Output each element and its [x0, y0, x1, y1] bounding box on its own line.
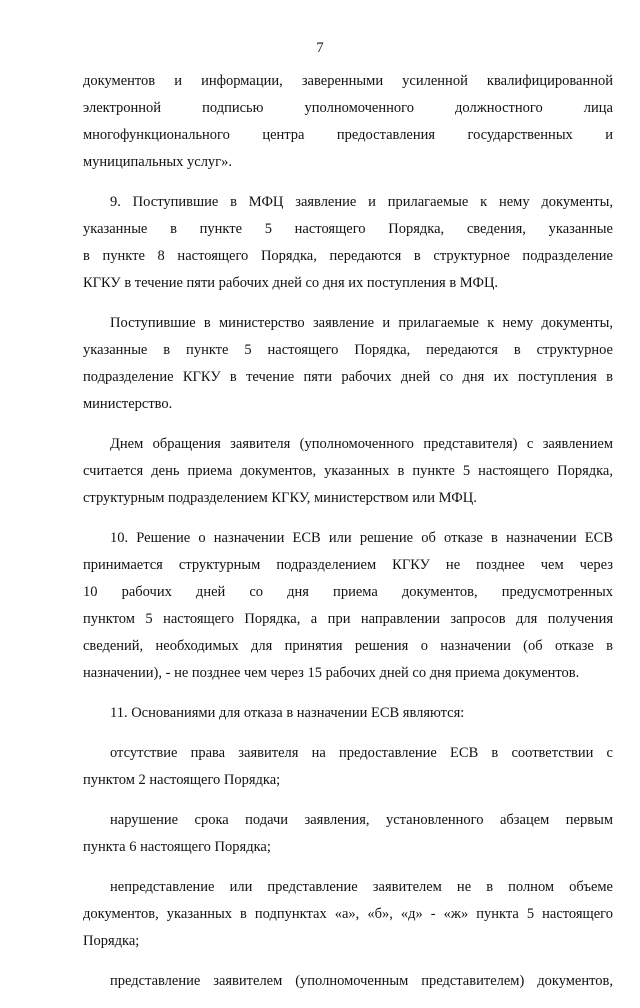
paragraph: [83, 807, 613, 861]
paragraph: [83, 189, 613, 297]
text-line: Порядка;: [83, 933, 140, 949]
text-line: указанные в пункте 5 настоящего Порядка, сведения, указанные: [83, 221, 613, 237]
text-line: документов и информации, заверенными усиленной квалифицированной: [83, 73, 613, 89]
text-line: министерство.: [83, 396, 173, 412]
paragraph: [83, 525, 613, 687]
text-line: нарушение срока подачи заявления, установленного абзацем первым: [110, 812, 613, 828]
text-line: 10. Решение о назначении ЕСВ или решение об отказе в назначении ЕСВ: [110, 530, 613, 546]
text-line: подразделение КГКУ в течение пяти рабочих дней со дня их поступления в: [83, 369, 613, 385]
text-line: 11. Основаниями для отказа в назначении ЕСВ являются:: [110, 705, 465, 721]
paragraph: [83, 310, 613, 418]
text-line: пунктом 2 настоящего Порядка;: [83, 772, 281, 788]
paragraph: [83, 700, 613, 727]
page-number: 7: [316, 40, 324, 56]
text-line: считается день приема документов, указанных в пункте 5 настоящего Порядка,: [83, 463, 613, 479]
text-line: пунктом 5 настоящего Порядка, а при направлении запросов для получения: [83, 611, 613, 627]
text-line: документов, указанных в подпунктах «а», «б», «д» - «ж» пункта 5 настоящего: [83, 906, 613, 922]
paragraph: [83, 431, 613, 512]
text-line: муниципальных услуг».: [83, 154, 233, 170]
text-line: сведений, необходимых для принятия решения о назначении (об отказе в: [83, 638, 613, 654]
text-line: 9. Поступившие в МФЦ заявление и прилагаемые к нему документы,: [110, 194, 613, 210]
paragraph: [83, 740, 613, 794]
text-line: электронной подписью уполномоченного должностного лица: [83, 100, 613, 116]
text-line: отсутствие права заявителя на предоставление ЕСВ в соответствии с: [110, 745, 613, 761]
text-line: Днем обращения заявителя (уполномоченного представителя) с заявлением: [110, 436, 613, 452]
text-line: непредставление или представление заявителем не в полном объеме: [110, 879, 613, 895]
paragraph: [83, 68, 613, 176]
text-line: Поступившие в министерство заявление и прилагаемые к нему документы,: [110, 315, 613, 331]
text-line: многофункционального центра предоставления государственных и: [83, 127, 613, 143]
paragraph: [83, 968, 613, 995]
document-body: [83, 68, 613, 1008]
text-line: указанные в пункте 5 настоящего Порядка, передаются в структурное: [83, 342, 613, 358]
text-line: КГКУ в течение пяти рабочих дней со дня их поступления в МФЦ.: [83, 275, 499, 291]
text-line: 10 рабочих дней со дня приема документов, предусмотренных: [83, 584, 613, 600]
paragraph: [83, 874, 613, 955]
text-line: структурным подразделением КГКУ, министерством или МФЦ.: [83, 490, 477, 506]
text-line: представление заявителем (уполномоченным представителем) документов,: [110, 973, 613, 989]
text-line: в пункте 8 настоящего Порядка, передаются в структурное подразделение: [83, 248, 613, 264]
text-line: принимается структурным подразделением КГКУ не позднее чем через: [83, 557, 613, 573]
text-line: назначении), - не позднее чем через 15 рабочих дней со дня приема документов.: [83, 665, 580, 681]
text-line: пункта 6 настоящего Порядка;: [83, 839, 271, 855]
